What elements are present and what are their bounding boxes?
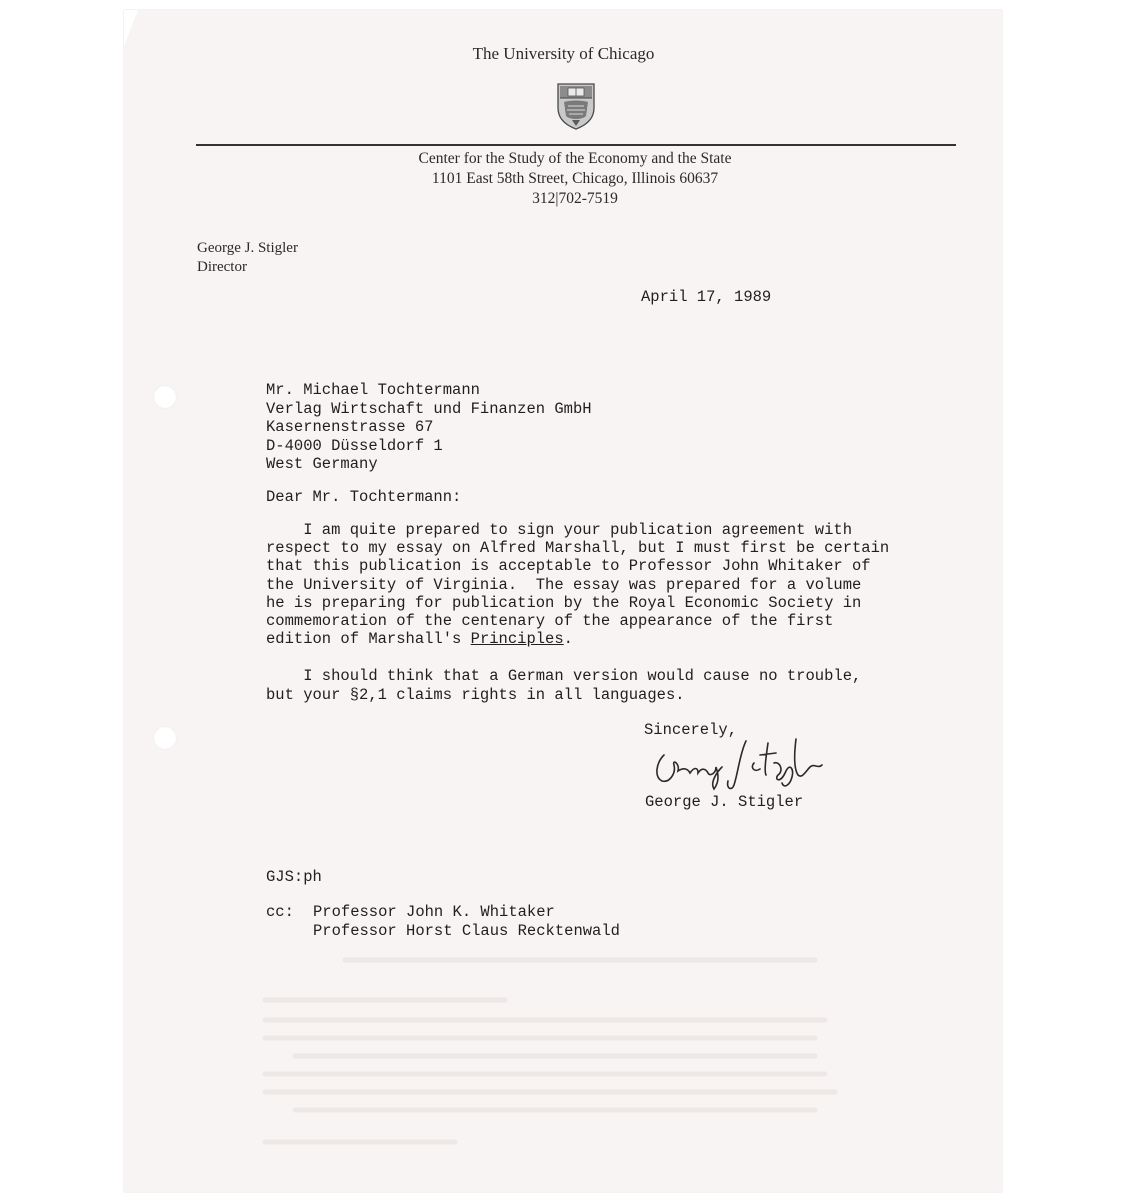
punch-hole — [153, 385, 177, 409]
closing: Sincerely, — [644, 721, 738, 739]
paragraph-line: I should think that a German version would cause no trouble, — [266, 667, 862, 685]
paragraph-line: but your §2,1 claims rights in all languages. — [266, 685, 685, 704]
paragraph-line: respect to my essay on Alfred Marshall, but I must first be certain — [266, 539, 890, 558]
cc-recipient: Professor Horst Claus Recktenwald — [313, 921, 620, 940]
recipient-line: Mr. Michael Tochtermann — [266, 381, 480, 399]
paragraph-1 — [266, 521, 889, 648]
recipient-line: D-4000 Düsseldorf 1 — [266, 436, 443, 455]
recipient-address — [266, 381, 592, 474]
folded-corner — [124, 10, 138, 46]
letter-date: April 17, 1989 — [641, 288, 772, 306]
punch-hole — [153, 726, 177, 750]
center-phone: 312|702-7519 — [532, 190, 618, 207]
typist-initials: GJS:ph — [266, 868, 322, 886]
cc-list — [313, 903, 620, 940]
paragraph-2 — [266, 667, 861, 704]
center-name: Center for the Study of the Economy and the State — [418, 150, 732, 167]
paragraph-line: commemoration of the centenary of the appearance of the first — [266, 612, 834, 631]
recipient-line: Kasernenstrasse 67 — [266, 418, 434, 436]
cc-recipient: Professor John K. Whitaker — [313, 903, 555, 921]
recipient-line: Verlag Wirtschaft und Finanzen GmbH — [266, 399, 592, 418]
sender-name: George J. Stigler — [197, 240, 298, 256]
paragraph-line: the University of Virginia. The essay was prepared for a volume — [266, 575, 862, 594]
paragraph-line: that this publication is acceptable to Professor John Whitaker of — [266, 557, 871, 576]
handwritten-signature — [650, 733, 840, 798]
sender-title: Director — [197, 259, 247, 275]
signature-name: George J. Stigler — [645, 793, 804, 811]
university-crest-icon — [556, 82, 596, 135]
paragraph-last-line — [266, 630, 889, 648]
paragraph-line: he is preparing for publication by the Royal Economic Society in — [266, 593, 862, 612]
book-title-principles: Principles — [470, 630, 564, 649]
salutation: Dear Mr. Tochtermann: — [266, 488, 462, 506]
recipient-line: West Germany — [266, 455, 378, 473]
center-address: 1101 East 58th Street, Chicago, Illinois 60637 — [431, 170, 719, 187]
bleed-through-texture — [255, 950, 875, 1150]
paragraph-line: I am quite prepared to sign your publication agreement with — [266, 521, 852, 539]
last-line-suffix: . — [563, 630, 573, 649]
institution-name: The University of Chicago — [472, 44, 655, 63]
letterhead-divider — [196, 144, 956, 146]
cc-label: cc: — [266, 903, 294, 921]
last-line-prefix: edition of Marshall's — [266, 630, 471, 649]
